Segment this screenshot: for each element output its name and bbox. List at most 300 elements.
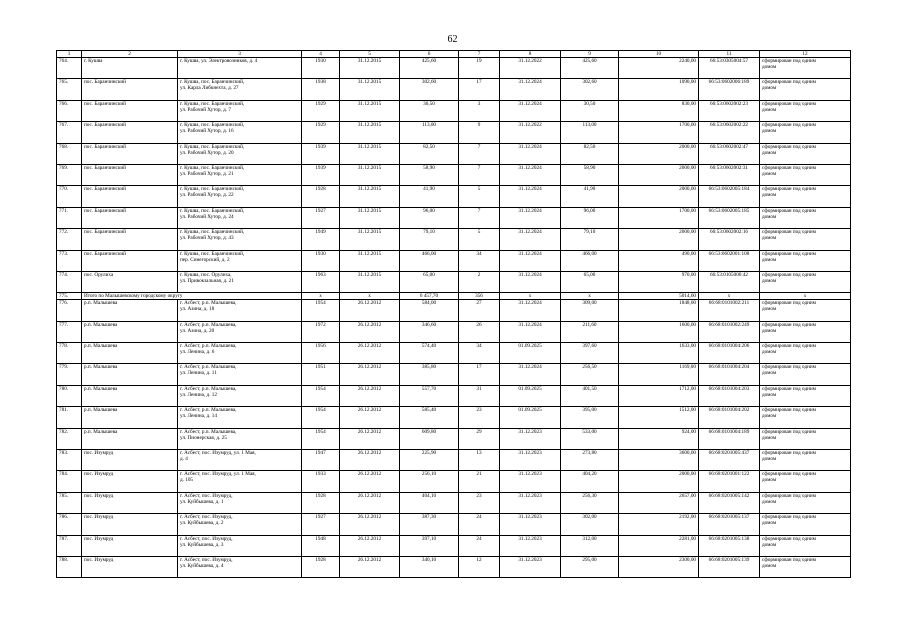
settlement-cell: пос. Баранчинский [82, 186, 178, 207]
deadline-cell: 31.12.2024 [500, 229, 561, 250]
cost-cell: 1633,00 [619, 343, 699, 364]
cell-line: домом [762, 562, 777, 569]
note-cell [760, 407, 851, 428]
cost-cell: 2281,00 [619, 535, 699, 556]
date-cell: 26.12.2012 [340, 556, 400, 577]
cost-cell: 1090,00 [619, 79, 699, 100]
count-cell: 5 [459, 229, 500, 250]
table-row [57, 271, 851, 292]
date-cell: 26.12.2012 [340, 535, 400, 556]
address-cell [178, 229, 302, 250]
cost-cell: 1700,00 [619, 122, 699, 143]
count-cell: 31 [459, 385, 500, 406]
address-cell [178, 300, 302, 321]
year-cell: 1938 [302, 79, 340, 100]
area2-cell: 58,90 [561, 164, 619, 185]
settlement-cell: пос. Баранчинский [82, 207, 178, 228]
table-row [57, 79, 851, 100]
table-row [57, 471, 851, 492]
cell-line: сформирован под одним [762, 229, 816, 236]
deadline-cell: х [500, 293, 561, 300]
table-row [57, 492, 851, 513]
area-cell: 387,30 [400, 514, 459, 535]
deadline-cell: 31.12.2024 [500, 79, 561, 100]
cadastral-cell: 66:68:0101004:204 [699, 364, 760, 385]
table-row [57, 343, 851, 364]
count-cell: 19 [459, 58, 500, 79]
cadastral-cell: 66:53:0602002:23 [699, 100, 760, 121]
cell-line: г. Кушва, пос. Баранчинский, [180, 143, 245, 150]
count-cell: 26 [459, 321, 500, 342]
deadline-cell: 31.12.2023 [500, 514, 561, 535]
cell-line: ул. Куйбышева, д. 4 [180, 562, 224, 569]
cell-line: г. Асбест, пос. Изумруд, ул. 1 Мая, [180, 450, 256, 457]
cell-line: г. Асбест, пос. Изумруд, [180, 556, 233, 563]
row-number: 772. [57, 229, 82, 250]
cell-line: г. Асбест, р.п. Малышева, [180, 407, 237, 414]
cell-line: сформирован под одним [762, 79, 816, 86]
area2-cell: 466,00 [561, 250, 619, 271]
area-cell: 302,60 [400, 79, 459, 100]
address-cell [178, 250, 302, 271]
row-number: 781. [57, 407, 82, 428]
year-cell: 1930 [302, 58, 340, 79]
cost-cell: 924,00 [619, 428, 699, 449]
cell-line: г. Кушва, ул. Электровозников, д. 4 [180, 58, 258, 64]
address-cell [178, 492, 302, 513]
date-cell: 31.12.2015 [340, 100, 400, 121]
note-cell [760, 293, 851, 300]
cell-line: сформирован под одним [762, 556, 816, 563]
column-header: 2 [82, 51, 178, 58]
note-cell [760, 321, 851, 342]
area2-cell: 395,00 [561, 407, 619, 428]
year-cell: 1956 [302, 343, 340, 364]
year-cell: 1928 [302, 492, 340, 513]
total-row [57, 293, 851, 300]
note-cell [760, 229, 851, 250]
cell-line: ул. Куйбышева, д. 1 [180, 498, 224, 505]
cadastral-cell: 66:68:0201005:139 [699, 556, 760, 577]
cell-line: домом [762, 192, 777, 199]
date-cell: 31.12.2015 [340, 207, 400, 228]
cadastral-cell: 66:53:0602005:185 [699, 207, 760, 228]
column-header: 7 [459, 51, 500, 58]
note-cell [760, 343, 851, 364]
cadastral-cell: 66:68:0201005:437 [699, 450, 760, 471]
note-cell [760, 186, 851, 207]
date-cell: 31.12.2015 [340, 164, 400, 185]
settlement-cell: пос. Баранчинский [82, 164, 178, 185]
cell-line: г. Кушва, пос. Баранчинский, [180, 207, 245, 214]
count-cell: 24 [459, 535, 500, 556]
deadline-cell: 31.12.2023 [500, 471, 561, 492]
column-header: 6 [400, 51, 459, 58]
row-number: 786. [57, 514, 82, 535]
year-cell: 1928 [302, 186, 340, 207]
cell-line: г. Асбест, пос. Изумруд, [180, 514, 233, 521]
address-cell [178, 385, 302, 406]
cell-line: сформирован под одним [762, 143, 816, 150]
area2-cell: х [561, 293, 619, 300]
cell-line: г. Кушва, пос. Баранчинский, [180, 186, 245, 193]
note-cell [760, 385, 851, 406]
cost-cell: 2000,00 [619, 471, 699, 492]
address-cell [178, 556, 302, 577]
table-row [57, 535, 851, 556]
cell-line: г. Асбест, пос. Изумруд, [180, 492, 233, 499]
deadline-cell: 31.12.2023 [500, 450, 561, 471]
area2-cell: 256,30 [561, 492, 619, 513]
cell-line: домом [762, 235, 777, 242]
deadline-cell: 31.12.2024 [500, 300, 561, 321]
cell-line: ул. Ленина, д. 14 [180, 413, 217, 420]
deadline-cell: 31.12.2024 [500, 100, 561, 121]
area2-cell: 113,00 [561, 122, 619, 143]
column-header: 1 [57, 51, 82, 58]
area2-cell: 30,50 [561, 100, 619, 121]
date-cell: х [340, 293, 400, 300]
note-cell [760, 100, 851, 121]
row-number: 774. [57, 271, 82, 292]
cell-line: сформирован под одним [762, 471, 816, 478]
cost-cell: 1512,00 [619, 407, 699, 428]
cell-line: ул. Рабочий Хутор, д. 20 [180, 149, 234, 156]
table-row [57, 450, 851, 471]
cadastral-cell: 66:53:0305004:57 [699, 58, 760, 79]
cadastral-cell: 66:68:0201005:138 [699, 535, 760, 556]
cell-line: домом [762, 349, 777, 356]
area-cell: 113,00 [400, 122, 459, 143]
area-cell: 397,10 [400, 535, 459, 556]
column-header: 12 [760, 51, 851, 58]
area2-cell: 533,00 [561, 428, 619, 449]
column-number-row [57, 51, 851, 58]
cell-line: г. Асбест, р.п. Малышева, [180, 343, 237, 350]
area-cell: 609,80 [400, 428, 459, 449]
note-cell [760, 428, 851, 449]
cell-line: сформирован под одним [762, 407, 816, 414]
cadastral-cell: 66:53:0602002:31 [699, 164, 760, 185]
settlement-cell: р.п. Малышева [82, 321, 178, 342]
note-cell [760, 300, 851, 321]
settlement-cell: р.п. Малышева [82, 407, 178, 428]
year-cell: 1927 [302, 514, 340, 535]
area-cell: 425,60 [400, 58, 459, 79]
cost-cell: 970,00 [619, 271, 699, 292]
note-cell [760, 271, 851, 292]
cost-cell: 490,00 [619, 250, 699, 271]
year-cell: 1928 [302, 556, 340, 577]
date-cell: 26.12.2012 [340, 492, 400, 513]
row-number: 775. [57, 293, 82, 300]
settlement-cell: р.п. Малышева [82, 385, 178, 406]
deadline-cell: 31.12.2023 [500, 535, 561, 556]
address-cell [178, 535, 302, 556]
cell-line: сформирован под одним [762, 271, 816, 278]
address-cell [178, 186, 302, 207]
year-cell: 1929 [302, 122, 340, 143]
year-cell: 1954 [302, 428, 340, 449]
date-cell: 31.12.2015 [340, 271, 400, 292]
year-cell: 1949 [302, 229, 340, 250]
area2-cell: 312,00 [561, 535, 619, 556]
year-cell: 1951 [302, 364, 340, 385]
cost-cell: 2000,00 [619, 164, 699, 185]
row-number: 784. [57, 471, 82, 492]
row-number: 771. [57, 207, 82, 228]
area2-cell: 256,50 [561, 364, 619, 385]
note-cell [760, 364, 851, 385]
cost-cell: 3600,00 [619, 450, 699, 471]
row-number: 783. [57, 450, 82, 471]
area2-cell: 211,60 [561, 321, 619, 342]
date-cell: 26.12.2012 [340, 514, 400, 535]
cell-line: д. 4 [180, 456, 188, 463]
table-row [57, 186, 851, 207]
area2-cell: 41,90 [561, 186, 619, 207]
area-cell: 41,90 [400, 186, 459, 207]
cell-line: г. Асбест, р.п. Малышева, [180, 300, 237, 307]
row-number: 764. [57, 58, 82, 79]
cell-line: ул. Куйбышева, д. 2 [180, 520, 224, 527]
date-cell: 31.12.2015 [340, 58, 400, 79]
area-cell: 58,90 [400, 164, 459, 185]
deadline-cell: 31.12.2024 [500, 186, 561, 207]
date-cell: 31.12.2015 [340, 143, 400, 164]
note-cell [760, 250, 851, 271]
deadline-cell: 31.12.2022 [500, 122, 561, 143]
cell-line: домом [762, 256, 777, 263]
cell-line: сформирован под одним [762, 428, 816, 435]
settlement-cell: р.п. Малышева [82, 343, 178, 364]
settlement-cell: пос. Баранчинский [82, 229, 178, 250]
count-cell: 34 [459, 343, 500, 364]
note-cell [760, 535, 851, 556]
year-cell: 1954 [302, 385, 340, 406]
table-body [57, 58, 851, 578]
table-row [57, 143, 851, 164]
count-cell: 27 [459, 300, 500, 321]
count-cell: 7 [459, 164, 500, 185]
area-cell: 6 457,70 [400, 293, 459, 300]
cell-line: г. Кушва, пос. Баранчинский, [180, 122, 245, 129]
note-cell [760, 79, 851, 100]
row-number: 778. [57, 343, 82, 364]
year-cell: 1954 [302, 407, 340, 428]
settlement-cell: пос. Изумруд [82, 471, 178, 492]
cell-line: ул. Рабочий Хутор, д. 16 [180, 128, 234, 135]
cell-line: домом [762, 306, 777, 313]
note-cell [760, 164, 851, 185]
area2-cell: 79,10 [561, 229, 619, 250]
deadline-cell: 01.09.2025 [500, 407, 561, 428]
cost-cell: 2657,00 [619, 492, 699, 513]
area2-cell: 65,00 [561, 271, 619, 292]
cell-line: домом [762, 413, 777, 420]
table-row [57, 250, 851, 271]
settlement-cell: пос. Баранчинский [82, 143, 178, 164]
area2-cell: 302,00 [561, 514, 619, 535]
cell-line: сформирован под одним [762, 186, 816, 193]
date-cell: 26.12.2012 [340, 471, 400, 492]
cost-cell: 1169,00 [619, 364, 699, 385]
note-cell [760, 556, 851, 577]
row-number: 766. [57, 100, 82, 121]
cell-line: ул. Рабочий Хутор, д. 22 [180, 192, 234, 199]
column-header: 9 [561, 51, 619, 58]
row-number: 782. [57, 428, 82, 449]
area-cell: 256,10 [400, 471, 459, 492]
cost-cell: 2300,00 [619, 556, 699, 577]
note-cell [760, 514, 851, 535]
table-row [57, 229, 851, 250]
deadline-cell: 31.12.2024 [500, 321, 561, 342]
settlement-cell: р.п. Малышева [82, 364, 178, 385]
deadline-cell: 01.09.2025 [500, 343, 561, 364]
settlement-cell: пос. Орулиха [82, 271, 178, 292]
table-row [57, 407, 851, 428]
area2-cell: 273,80 [561, 450, 619, 471]
cell-line: сформирован под одним [762, 321, 816, 328]
address-cell [178, 100, 302, 121]
area2-cell: 302,60 [561, 79, 619, 100]
cell-line: домом [762, 128, 777, 135]
row-number: 769. [57, 164, 82, 185]
area-cell: 557,70 [400, 385, 459, 406]
date-cell: 31.12.2015 [340, 250, 400, 271]
note-cell [760, 122, 851, 143]
cell-line: домом [762, 64, 777, 70]
cell-line: ул. Рабочий Хутор, д. 24 [180, 213, 234, 220]
cost-cell: 1600,00 [619, 321, 699, 342]
area2-cell: 295,00 [561, 556, 619, 577]
table-row [57, 100, 851, 121]
cadastral-cell: 66:53:0602001:108 [699, 250, 760, 271]
settlement-cell: пос. Баранчинский [82, 100, 178, 121]
area2-cell: 397,60 [561, 343, 619, 364]
cost-cell: 5014,60 [619, 293, 699, 300]
cell-line: г. Кушва, пос. Баранчинский, [180, 100, 245, 107]
address-cell [178, 428, 302, 449]
count-cell: 29 [459, 428, 500, 449]
table-row [57, 207, 851, 228]
cell-line: сформирован под одним [762, 450, 816, 457]
date-cell: 26.12.2012 [340, 385, 400, 406]
cost-cell: 1712,00 [619, 385, 699, 406]
area-cell: 584,00 [400, 300, 459, 321]
deadline-cell: 31.12.2024 [500, 271, 561, 292]
address-cell [178, 321, 302, 342]
cell-line: сформирован под одним [762, 514, 816, 521]
count-cell: 2 [459, 271, 500, 292]
year-cell: х [302, 293, 340, 300]
table-row [57, 514, 851, 535]
cadastral-cell: 66:68:0201005:142 [699, 492, 760, 513]
area-cell: 30,50 [400, 100, 459, 121]
address-cell [178, 471, 302, 492]
year-cell: 1972 [302, 321, 340, 342]
cell-line: сформирован под одним [762, 250, 816, 257]
table-row [57, 556, 851, 577]
cost-cell: 2000,00 [619, 229, 699, 250]
cell-line: г. Асбест, р.п. Малышева, [180, 428, 237, 435]
count-cell: 23 [459, 492, 500, 513]
cadastral-cell: 66:53:0602006:189 [699, 79, 760, 100]
cell-line: г. Кушва, пос. Баранчинский, [180, 229, 245, 236]
row-number: 787. [57, 535, 82, 556]
settlement-cell: г. Кушва [82, 58, 178, 79]
cell-line: ул. Ленина, д. 11 [180, 370, 217, 377]
column-header: 11 [699, 51, 760, 58]
cell-line: ул. Рабочий Хутор, д. 7 [180, 106, 231, 113]
note-cell [760, 471, 851, 492]
date-cell: 31.12.2015 [340, 229, 400, 250]
count-cell: 7 [459, 207, 500, 228]
housing-register-table [56, 50, 851, 578]
row-number: 767. [57, 122, 82, 143]
cell-line: ул. Рабочий Хутор, д. 43 [180, 235, 234, 242]
year-cell: 1939 [302, 164, 340, 185]
note-cell [760, 207, 851, 228]
cell-line: сформирован под одним [762, 164, 816, 171]
count-cell: 17 [459, 79, 500, 100]
deadline-cell: 31.12.2023 [500, 492, 561, 513]
cadastral-cell: 66:68:0101004:202 [699, 407, 760, 428]
settlement-cell: р.п. Малышева [82, 300, 178, 321]
address-cell [178, 207, 302, 228]
cell-line: г. Асбест, р.п. Малышева, [180, 321, 237, 328]
table-row [57, 364, 851, 385]
area2-cell: 425,60 [561, 58, 619, 79]
cost-cell: 2240,00 [619, 58, 699, 79]
column-header: 5 [340, 51, 400, 58]
count-cell: 24 [459, 514, 500, 535]
cadastral-cell: 66:68:0201005:137 [699, 514, 760, 535]
row-number: 770. [57, 186, 82, 207]
area-cell: 82,50 [400, 143, 459, 164]
deadline-cell: 31.12.2023 [500, 428, 561, 449]
cell-line: г. Асбест, р.п. Малышева, [180, 385, 237, 392]
cell-line: домом [762, 85, 777, 92]
count-cell: 7 [459, 143, 500, 164]
year-cell: 1927 [302, 207, 340, 228]
page-number: 62 [447, 34, 458, 45]
year-cell: 1948 [302, 535, 340, 556]
address-cell [178, 79, 302, 100]
cadastral-cell: х [699, 293, 760, 300]
settlement-cell: пос. Изумруд [82, 556, 178, 577]
address-cell [178, 143, 302, 164]
cell-line: сформирован под одним [762, 364, 816, 371]
date-cell: 26.12.2012 [340, 428, 400, 449]
area-cell: 346,60 [400, 321, 459, 342]
cell-line: сформирован под одним [762, 100, 816, 107]
note-cell [760, 143, 851, 164]
settlement-cell: пос. Баранчинский [82, 79, 178, 100]
count-cell: 12 [459, 556, 500, 577]
cell-line: домом [762, 434, 777, 441]
cell-line: х [803, 293, 807, 300]
row-number: 780. [57, 385, 82, 406]
cell-line: домом [762, 391, 777, 398]
cell-line: сформирован под одним [762, 492, 816, 499]
date-cell: 26.12.2012 [340, 450, 400, 471]
area-cell: 385,80 [400, 364, 459, 385]
cell-line: ул. Азина, д. 18 [180, 306, 215, 313]
count-cell: 21 [459, 471, 500, 492]
cell-line: домом [762, 170, 777, 177]
